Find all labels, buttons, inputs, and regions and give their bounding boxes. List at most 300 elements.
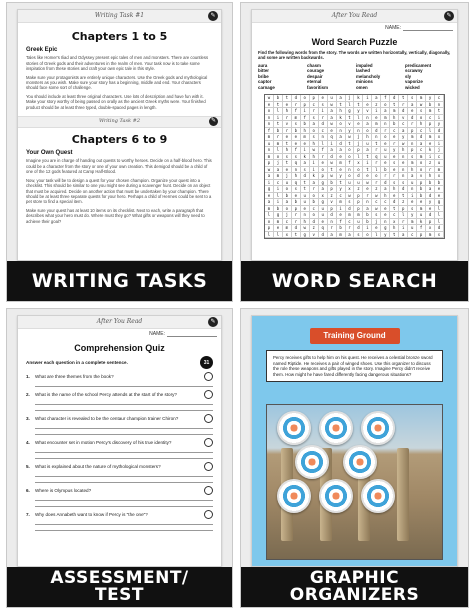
grid-letter: y xyxy=(399,134,408,141)
grid-letter: e xyxy=(292,134,301,141)
grid-letter: i xyxy=(310,167,319,174)
grid-letter: y xyxy=(390,147,399,154)
grid-letter: z xyxy=(372,186,381,193)
assessment-banner xyxy=(7,567,232,607)
grid-letter: o xyxy=(417,160,426,167)
target-icon xyxy=(277,479,311,513)
grid-letter: c xyxy=(310,206,319,213)
grid-letter: m xyxy=(354,212,363,219)
grid-letter: b xyxy=(274,206,283,213)
grid-letter: m xyxy=(417,206,426,213)
grid-letter: v xyxy=(417,173,426,180)
grid-letter: s xyxy=(372,212,381,219)
page-badge: 31 xyxy=(200,356,213,369)
grid-letter: a xyxy=(363,206,372,213)
grid-letter: r xyxy=(292,102,301,109)
grid-letter: o xyxy=(346,173,355,180)
grid-letter: t xyxy=(435,108,444,115)
answer-line[interactable] xyxy=(35,453,213,459)
banner-line: ORGANIZERS xyxy=(289,585,420,605)
word-search-panel[interactable] xyxy=(240,2,469,302)
grid-letter: p xyxy=(354,147,363,154)
grid-letter: g xyxy=(346,108,355,115)
grid-letter: p xyxy=(426,121,435,128)
grid-letter: o xyxy=(381,134,390,141)
grid-letter: q xyxy=(319,225,328,232)
grid-letter: f xyxy=(337,219,346,226)
grid-letter: g xyxy=(319,180,328,187)
grid-letter: o xyxy=(346,154,355,161)
question-text: What is the name of the school Percy attends at the start of the story? xyxy=(35,392,177,397)
grid-letter: m xyxy=(426,134,435,141)
answer-line[interactable] xyxy=(35,429,213,435)
grid-letter: i xyxy=(301,147,310,154)
grid-letter: q xyxy=(292,180,301,187)
grid-letter: d xyxy=(381,180,390,187)
grid-letter: m xyxy=(265,154,274,161)
grid-letter: h xyxy=(399,147,408,154)
grid-letter: o xyxy=(337,121,346,128)
quiz-title: Comprehension Quiz xyxy=(74,343,165,353)
grid-letter: e xyxy=(354,121,363,128)
grid-letter: l xyxy=(435,212,444,219)
grid-letter: e xyxy=(337,167,346,174)
grid-letter: x xyxy=(319,193,328,200)
word-item: favoritism xyxy=(307,84,328,90)
grid-letter: c xyxy=(426,115,435,122)
grid-letter: n xyxy=(319,134,328,141)
grid-letter: d xyxy=(435,128,444,135)
grid-letter: a xyxy=(363,121,372,128)
grid-letter: c xyxy=(399,121,408,128)
target-icon xyxy=(319,479,353,513)
grid-letter: n xyxy=(363,199,372,206)
grid-letter: o xyxy=(301,95,310,102)
assessment-panel[interactable] xyxy=(6,308,233,608)
grid-letter: a xyxy=(328,108,337,115)
grid-letter: h xyxy=(381,193,390,200)
grid-letter: n xyxy=(408,186,417,193)
grid-letter: a xyxy=(426,186,435,193)
grid-letter: t xyxy=(346,115,355,122)
grid-letter: j xyxy=(354,141,363,148)
grid-letter: m xyxy=(417,154,426,161)
grid-letter: c xyxy=(408,232,417,239)
grid-letter: s xyxy=(408,95,417,102)
grid-letter: k xyxy=(354,95,363,102)
grid-letter: a xyxy=(328,115,337,122)
grid-letter: e xyxy=(292,193,301,200)
grid-letter: e xyxy=(319,219,328,226)
grid-letter: d xyxy=(354,225,363,232)
grid-letter: m xyxy=(265,206,274,213)
grid-letter: k xyxy=(337,115,346,122)
grid-letter: c xyxy=(372,199,381,206)
grid-letter: b xyxy=(301,121,310,128)
grid-letter: l xyxy=(265,232,274,239)
grid-letter: v xyxy=(310,232,319,239)
paragraph: Tales like Homer's Iliad and Odyssey present epic tales of men and monsters. There are countless stories of Greek gods and their adventures in the realm of men. Your task now is to take some inspiration from these stories and craft your own epic tale in this style. xyxy=(26,55,209,72)
grid-letter: p xyxy=(328,206,337,213)
grid-letter: t xyxy=(292,232,301,239)
word-item: bitter xyxy=(258,68,269,74)
grid-letter: u xyxy=(354,219,363,226)
grid-letter: r xyxy=(274,134,283,141)
grid-letter: a xyxy=(381,186,390,193)
section-title: Chapters 1 to 5 xyxy=(71,30,168,43)
grid-letter: u xyxy=(319,206,328,213)
answer-line[interactable] xyxy=(35,405,213,411)
sheet-header-strip xyxy=(18,316,221,329)
target-icon xyxy=(319,411,353,445)
grid-letter: m xyxy=(265,134,274,141)
grid-letter: i xyxy=(426,154,435,161)
grid-letter: h xyxy=(292,173,301,180)
grid-letter: c xyxy=(390,128,399,135)
grid-letter: d xyxy=(435,225,444,232)
grid-letter: x xyxy=(346,186,355,193)
grid-letter: n xyxy=(408,141,417,148)
grid-letter: e xyxy=(337,212,346,219)
grid-letter: x xyxy=(435,173,444,180)
grid-letter: f xyxy=(301,115,310,122)
header-tag: After You Read xyxy=(331,12,378,19)
grid-letter: i xyxy=(319,108,328,115)
paragraph: Make sure your protagonists are entirely unique characters. Use the Greek gods and mythological monsters as you wish. Make sure your story has a beginning, middle and end. Your characters should face some sort of challenge. xyxy=(26,74,208,91)
grid-letter: h xyxy=(363,134,372,141)
grid-letter: a xyxy=(265,173,274,180)
grid-letter: h xyxy=(426,173,435,180)
grid-letter: z xyxy=(310,225,319,232)
puzzle-instructions: Find the following words from the story. The words are written horizontally, vertically, diagonally, and some are written backwards. xyxy=(258,50,451,60)
grid-letter: c xyxy=(417,128,426,135)
grid-letter: m xyxy=(408,134,417,141)
grid-letter: e xyxy=(390,154,399,161)
grid-letter: z xyxy=(354,186,363,193)
question-text: Where is Olympus located? xyxy=(35,488,92,493)
grid-letter: r xyxy=(372,160,381,167)
grid-letter: s xyxy=(301,167,310,174)
grid-letter: h xyxy=(283,108,292,115)
grid-letter: h xyxy=(417,121,426,128)
grid-letter: f xyxy=(417,225,426,232)
organizer-sheet xyxy=(251,315,458,567)
grid-letter: b xyxy=(426,180,435,187)
name-line xyxy=(403,25,453,31)
grid-letter: a xyxy=(417,141,426,148)
grid-letter: s xyxy=(354,232,363,239)
grid-letter: o xyxy=(310,212,319,219)
grid-letter: a xyxy=(274,167,283,174)
pencil-icon: ✎ xyxy=(208,11,218,21)
grid-letter: p xyxy=(426,219,435,226)
grid-letter: a xyxy=(399,232,408,239)
grid-letter: t xyxy=(346,141,355,148)
word-item: scrawny xyxy=(405,68,423,74)
question-text: Why does Annabeth want to know if Percy is "the one"? xyxy=(35,512,148,517)
grid-letter: j xyxy=(435,147,444,154)
grid-letter: i xyxy=(399,225,408,232)
grid-letter: u xyxy=(301,199,310,206)
grid-letter: a xyxy=(337,95,346,102)
grid-letter: o xyxy=(363,128,372,135)
grid-letter: d xyxy=(319,121,328,128)
question-list xyxy=(26,372,213,531)
grid-letter: r xyxy=(346,225,355,232)
grid-letter: y xyxy=(435,121,444,128)
grid-letter: a xyxy=(310,180,319,187)
grid-letter: e xyxy=(390,167,399,174)
word-item: eternal xyxy=(307,79,322,85)
grid-letter: b xyxy=(381,167,390,174)
grid-letter: o xyxy=(265,219,274,226)
paragraph: Make sure your quest has at least 10 items on its checklist. Next to each, write a paragraph that describes what your hero must do. Where must they go? What gifts or weapons will they need to achieve their goal? xyxy=(26,207,205,224)
word-search-banner: WORD SEARCH xyxy=(241,261,468,301)
grid-letter: r xyxy=(310,108,319,115)
grid-letter: s xyxy=(292,186,301,193)
grid-letter: g xyxy=(319,199,328,206)
answer-line[interactable] xyxy=(35,477,213,483)
score-circle-icon xyxy=(204,372,213,381)
grid-letter: e xyxy=(381,141,390,148)
grid-letter: s xyxy=(292,154,301,161)
grid-letter: b xyxy=(328,180,337,187)
grid-letter: c xyxy=(319,128,328,135)
grid-letter: d xyxy=(399,108,408,115)
grid-letter: x xyxy=(390,219,399,226)
grid-letter: w xyxy=(328,121,337,128)
grid-letter: h xyxy=(301,219,310,226)
banner-line: ASSESSMENT/ xyxy=(50,568,189,588)
grid-letter: i xyxy=(274,199,283,206)
grid-letter: h xyxy=(310,141,319,148)
grid-letter: y xyxy=(346,128,355,135)
grid-letter: m xyxy=(435,167,444,174)
grid-letter: p xyxy=(265,160,274,167)
grid-letter: b xyxy=(363,212,372,219)
grid-letter: s xyxy=(399,180,408,187)
grid-letter: x xyxy=(283,232,292,239)
grid-letter: e xyxy=(265,193,274,200)
grid-letter: m xyxy=(274,173,283,180)
graphic-organizers-panel[interactable] xyxy=(240,308,469,608)
grid-letter: m xyxy=(372,121,381,128)
grid-letter: e xyxy=(408,108,417,115)
grid-letter: l xyxy=(274,232,283,239)
grid-letter: g xyxy=(301,232,310,239)
word-item: bribe xyxy=(258,73,269,79)
grid-letter: w xyxy=(265,167,274,174)
grid-letter: m xyxy=(337,160,346,167)
grid-letter: a xyxy=(381,108,390,115)
grid-letter: k xyxy=(310,173,319,180)
grid-letter: z xyxy=(399,199,408,206)
score-circle-icon xyxy=(204,462,213,471)
grid-letter: u xyxy=(265,141,274,148)
score-circle-icon xyxy=(204,438,213,447)
grid-letter: w xyxy=(372,193,381,200)
word-item: courage xyxy=(307,68,325,74)
grid-letter: p xyxy=(417,180,426,187)
grid-letter: l xyxy=(372,232,381,239)
grid-letter: f xyxy=(381,95,390,102)
grid-letter: u xyxy=(301,193,310,200)
letter-grid xyxy=(264,94,445,239)
grid-letter: r xyxy=(390,141,399,148)
question-number: 7. xyxy=(26,512,30,517)
grid-letter: n xyxy=(363,115,372,122)
grid-letter: l xyxy=(265,212,274,219)
grid-letter: p xyxy=(354,206,363,213)
grid-letter: o xyxy=(283,206,292,213)
quiz-instruction: Answer each question in a complete sentence. xyxy=(26,360,128,365)
grid-letter: y xyxy=(381,232,390,239)
grid-letter: a xyxy=(337,134,346,141)
grid-letter: o xyxy=(372,173,381,180)
grid-letter: s xyxy=(390,180,399,187)
grid-letter: a xyxy=(408,102,417,109)
grid-letter: y xyxy=(354,108,363,115)
grid-letter: e xyxy=(426,141,435,148)
grid-letter: n xyxy=(372,134,381,141)
grid-letter: u xyxy=(346,180,355,187)
target-icon xyxy=(361,411,395,445)
grid-letter: w xyxy=(417,102,426,109)
grid-letter: r xyxy=(426,167,435,174)
grid-letter: i xyxy=(435,141,444,148)
word-item: chasm xyxy=(307,63,321,68)
grid-letter: s xyxy=(435,232,444,239)
target-icon xyxy=(361,479,395,513)
question-item xyxy=(26,414,213,423)
grid-letter: s xyxy=(283,154,292,161)
grid-letter: c xyxy=(274,180,283,187)
question-number: 3. xyxy=(26,416,30,421)
grid-letter: e xyxy=(399,160,408,167)
question-item xyxy=(26,462,213,471)
grid-letter: b xyxy=(283,193,292,200)
grid-letter: u xyxy=(435,160,444,167)
grid-letter: l xyxy=(319,141,328,148)
grid-letter: p xyxy=(354,193,363,200)
grid-letter: c xyxy=(381,199,390,206)
grid-letter: m xyxy=(390,108,399,115)
name-line xyxy=(167,331,217,337)
question-text: What encounter set in motion Percy's discovery of his true identity? xyxy=(35,440,172,445)
grid-letter: m xyxy=(408,160,417,167)
word-search-sheet xyxy=(251,9,458,261)
grid-letter: s xyxy=(292,121,301,128)
answer-line[interactable] xyxy=(35,501,213,507)
grid-letter: w xyxy=(328,102,337,109)
grid-letter: r xyxy=(292,219,301,226)
grid-letter: m xyxy=(274,219,283,226)
target-icon xyxy=(343,445,377,479)
temple-photo xyxy=(266,404,443,560)
grid-letter: d xyxy=(372,128,381,135)
grid-letter: w xyxy=(399,141,408,148)
grid-letter: j xyxy=(354,134,363,141)
grid-letter: n xyxy=(381,121,390,128)
grid-letter: w xyxy=(301,225,310,232)
grid-letter: c xyxy=(390,212,399,219)
grid-letter: n xyxy=(399,173,408,180)
grid-letter: n xyxy=(354,128,363,135)
grid-letter: b xyxy=(390,121,399,128)
grid-letter: h xyxy=(310,154,319,161)
grid-letter: r xyxy=(372,147,381,154)
grid-letter: t xyxy=(399,95,408,102)
grid-letter: a xyxy=(328,147,337,154)
grid-letter: o xyxy=(417,167,426,174)
grid-letter: d xyxy=(301,173,310,180)
grid-letter: i xyxy=(363,95,372,102)
grid-letter: r xyxy=(328,225,337,232)
grid-letter: h xyxy=(283,147,292,154)
grid-letter: m xyxy=(426,232,435,239)
grid-letter: d xyxy=(292,225,301,232)
word-item: wicked xyxy=(405,84,420,90)
grid-letter: e xyxy=(292,141,301,148)
answer-line[interactable] xyxy=(35,381,213,387)
organizer-title: Training Ground xyxy=(310,328,400,344)
grid-letter: i xyxy=(274,186,283,193)
grid-letter: m xyxy=(426,108,435,115)
word-item: lashed xyxy=(356,68,370,74)
grid-letter: t xyxy=(274,102,283,109)
grid-letter: c xyxy=(417,147,426,154)
name-label: NAME: xyxy=(385,25,401,31)
grid-letter: l xyxy=(354,154,363,161)
name-row xyxy=(252,23,457,33)
grid-letter: a xyxy=(399,128,408,135)
answer-line[interactable] xyxy=(35,525,213,531)
grid-letter: n xyxy=(265,115,274,122)
grid-letter: n xyxy=(337,128,346,135)
question-number: 1. xyxy=(26,374,30,379)
question-text: What character is revealed to be the centaur champion trainer Chiron? xyxy=(35,416,179,421)
grid-letter: d xyxy=(292,95,301,102)
grid-letter: m xyxy=(337,199,346,206)
grid-letter: r xyxy=(399,102,408,109)
grid-letter: q xyxy=(328,134,337,141)
grid-letter: r xyxy=(399,219,408,226)
grid-letter: l xyxy=(399,212,408,219)
grid-letter: c xyxy=(346,219,355,226)
grid-letter: e xyxy=(283,134,292,141)
word-item: predicament xyxy=(405,63,432,68)
grid-letter: y xyxy=(426,199,435,206)
paragraph: Now, your task will be to design a quest for your chosen champion. Organize your quest into a checklist. This should be similar to one you might see during a scavenger hunt. Decide on an object that must be acquired. Decide on another action that must be undertaken by your champion. There should be at least three separate quests for your hero. Perhaps a child of Hermes could be sent to a pet store to find a special item. xyxy=(26,177,212,205)
grid-letter: g xyxy=(381,225,390,232)
score-circle-icon xyxy=(204,510,213,519)
grid-letter: m xyxy=(301,134,310,141)
grid-letter: l xyxy=(372,167,381,174)
writing-tasks-panel[interactable] xyxy=(6,2,233,302)
grid-letter: p xyxy=(408,147,417,154)
grid-letter: t xyxy=(390,206,399,213)
grid-letter: d xyxy=(354,173,363,180)
grid-letter: u xyxy=(319,212,328,219)
question-text: What is explained about the nature of mythological monsters? xyxy=(35,464,161,469)
grid-letter: w xyxy=(310,147,319,154)
question-number: 5. xyxy=(26,464,30,469)
quiz-sheet xyxy=(17,315,222,567)
grid-letter: a xyxy=(408,173,417,180)
grid-letter: i xyxy=(301,108,310,115)
grid-letter: u xyxy=(354,180,363,187)
grid-letter: c xyxy=(337,193,346,200)
